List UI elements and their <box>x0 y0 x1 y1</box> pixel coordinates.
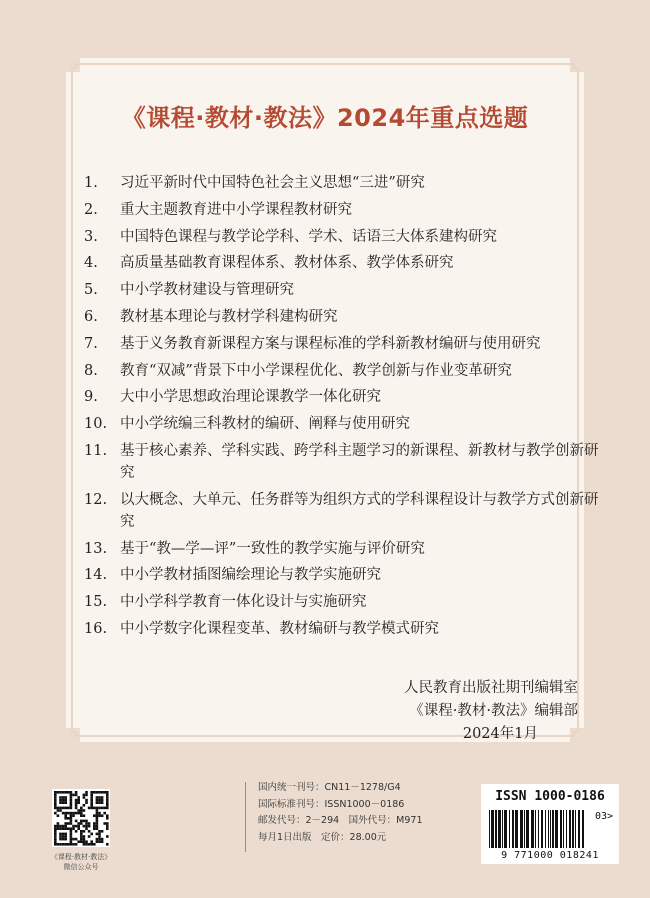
topic-text: 高质量基础教育课程体系、教材体系、教学体系研究 <box>120 255 454 272</box>
topic-text: 以大概念、大单元、任务群等为组织方式的学科课程设计与教学方式创新研究 <box>120 491 599 530</box>
topic-item <box>84 386 604 408</box>
topic-text: 重大主题教育进中小学课程教材研究 <box>120 201 352 218</box>
topic-number: 14. <box>84 567 108 584</box>
topic-item <box>84 618 604 640</box>
topic-item <box>84 279 604 301</box>
postal-code: 邮发代号：2－294 国外代号：M971 <box>258 815 423 826</box>
signature-editorial: 《课程·教材·教法》编辑部 <box>409 703 578 719</box>
topic-number: 15. <box>84 594 108 611</box>
topic-number: 2. <box>84 201 98 218</box>
topic-item <box>84 413 604 435</box>
qr-caption <box>30 852 132 872</box>
topic-text: 中国特色课程与教学论学科、学术、话语三大体系建构研究 <box>120 228 497 245</box>
topic-number: 12. <box>84 491 108 508</box>
price-info: 每月1日出版 定价：28.00元 <box>258 831 387 843</box>
topic-item <box>84 489 604 533</box>
topic-item <box>84 333 604 355</box>
topic-text: 基于义务教育新课程方案与课程标准的学科新教材编研与使用研究 <box>120 335 541 352</box>
topic-item <box>84 226 604 248</box>
topic-number: 9. <box>84 389 98 406</box>
barcode-issn: ISSN 1000-0186 <box>495 789 605 804</box>
topic-item <box>84 306 604 328</box>
topic-text: 基于核心素养、学科实践、跨学科主题学习的新课程、新教材与教学创新研究 <box>120 442 599 481</box>
topic-item <box>84 440 604 484</box>
topic-list <box>84 172 604 645</box>
topic-number: 3. <box>84 228 98 245</box>
topic-item <box>84 538 604 560</box>
topic-text: 中小学科学教育一体化设计与实施研究 <box>120 594 367 611</box>
topic-text: 中小学教材插图编绘理论与教学实施研究 <box>120 567 381 584</box>
cn-number: 国内统一刊号：CN11－1278/G4 <box>258 782 401 793</box>
signature-block <box>404 677 578 746</box>
publication-info <box>258 780 423 846</box>
topic-text: 基于“教—学—评”一致性的教学实施与评价研究 <box>120 540 425 557</box>
qr-caption-title: 《课程·教材·教法》 <box>50 853 112 861</box>
topic-number: 11. <box>84 442 108 459</box>
topic-item <box>84 199 604 221</box>
topic-number: 10. <box>84 416 108 433</box>
topic-item <box>84 252 604 274</box>
topic-number: 4. <box>84 255 98 272</box>
topic-number: 7. <box>84 335 98 352</box>
topic-number: 13. <box>84 540 108 557</box>
signature-date: 2024年1月 <box>462 726 538 742</box>
topic-number: 5. <box>84 282 98 299</box>
topic-item <box>84 591 604 613</box>
topic-number: 1. <box>84 175 98 191</box>
barcode-digits: 9 771000 018241 <box>501 850 599 861</box>
page-title: 《课程·教材·教法》2024年重点选题 <box>121 104 529 132</box>
qr-code <box>52 789 110 847</box>
topic-number: 16. <box>84 620 108 637</box>
barcode <box>481 784 619 864</box>
signature-publisher: 人民教育出版社期刊编辑室 <box>404 680 578 696</box>
barcode-bars <box>489 810 585 850</box>
topic-text: 中小学统编三科教材的编研、阐释与使用研究 <box>120 416 410 433</box>
topic-item <box>84 564 604 586</box>
topic-number: 6. <box>84 308 98 325</box>
barcode-addon: 03> <box>594 811 613 822</box>
topic-text: 中小学教材建设与管理研究 <box>120 282 294 299</box>
issn-number: 国际标准刊号：ISSN1000－0186 <box>258 798 405 810</box>
topic-text: 教育“双减”背景下中小学课程优化、教学创新与作业变革研究 <box>120 362 512 379</box>
topic-number: 8. <box>84 362 98 379</box>
topic-text: 中小学数字化课程变革、教材编研与教学模式研究 <box>120 620 439 637</box>
topic-item <box>84 360 604 382</box>
topic-text: 习近平新时代中国特色社会主义思想“三进”研究 <box>120 175 425 191</box>
qr-caption-sub: 微信公众号 <box>63 863 99 871</box>
topic-item <box>84 172 604 194</box>
divider <box>245 782 246 852</box>
topic-text: 大中小学思想政治理论课教学一体化研究 <box>120 389 381 406</box>
topic-text: 教材基本理论与教材学科建构研究 <box>120 308 338 325</box>
